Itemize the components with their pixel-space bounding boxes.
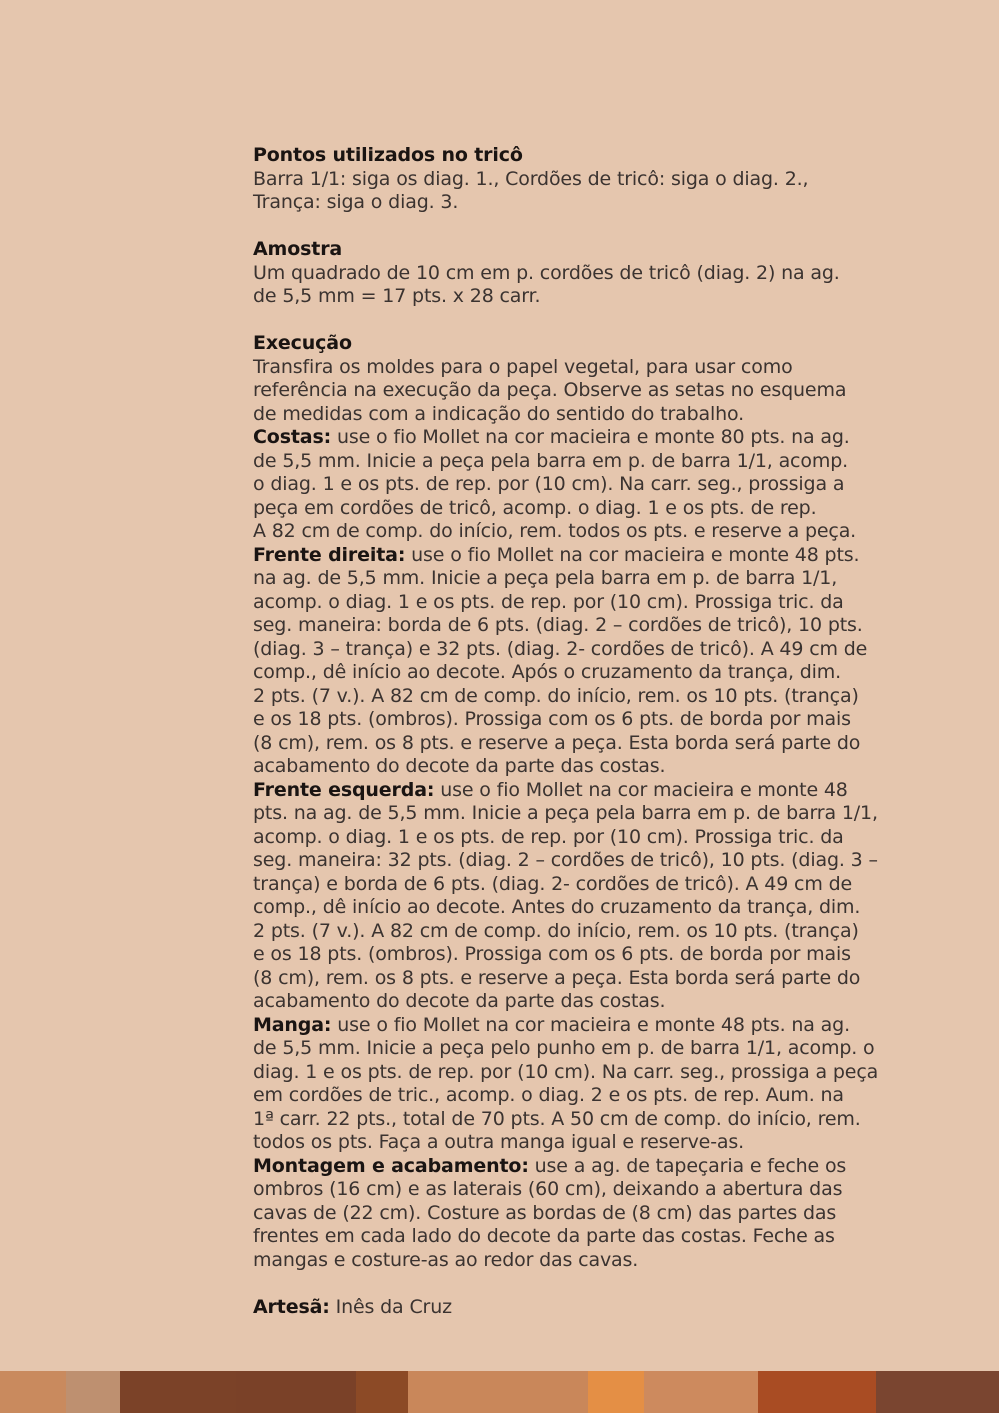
- color-stripe: [120, 1371, 236, 1413]
- text-line: A 82 cm de comp. do início, rem. todos os pts. e reserve a peça.: [253, 520, 857, 542]
- text-span: use o fio Mollet na cor macieira e monte 48 pts.: [405, 543, 860, 566]
- color-stripe: [66, 1371, 120, 1413]
- color-stripe: [758, 1371, 876, 1413]
- text-line: (8 cm), rem. os 8 pts. e reserve a peça. Esta borda será parte do: [253, 966, 861, 989]
- text-line: Trança: siga o diag. 3.: [253, 191, 459, 213]
- label-artesa: Artesã:: [253, 1295, 330, 1318]
- text-line: [253, 779, 883, 803]
- color-stripe: [0, 1371, 66, 1413]
- color-stripe: [236, 1371, 356, 1413]
- text-line: 2 pts. (7 v.). A 82 cm de comp. do início, rem. os 10 pts. (trança): [253, 684, 859, 707]
- label-frente-esquerda: Frente esquerda:: [253, 778, 435, 801]
- text-line: de 5,5 mm = 17 pts. x 28 carr.: [253, 285, 541, 307]
- text-line: 1ª carr. 22 pts., total de 70 pts. A 50 cm de comp. do início, rem.: [253, 1107, 861, 1130]
- text-line: acabamento do decote da parte das costas.: [253, 990, 666, 1012]
- heading-amostra: Amostra: [253, 238, 343, 260]
- text-line: seg. maneira: borda de 6 pts. (diag. 2 – cordões de tricô), 10 pts.: [253, 614, 863, 636]
- text-line: comp., dê início ao decote. Antes do cruzamento da trança, dim.: [253, 896, 861, 918]
- color-stripe: [588, 1371, 644, 1413]
- text-line: Um quadrado de 10 cm em p. cordões de tricô (diag. 2) na ag.: [253, 261, 840, 284]
- text-line: [253, 426, 883, 450]
- text-line: referência na execução da peça. Observe as setas no esquema: [253, 379, 847, 401]
- text-line: [253, 544, 883, 568]
- color-stripe: [356, 1371, 408, 1413]
- paragraph-frente-esquerda: [253, 779, 883, 1014]
- text-line: [253, 1014, 883, 1038]
- label-montagem: Montagem e acabamento:: [253, 1154, 529, 1177]
- text-line: de 5,5 mm. Inicie a peça pelo punho em p. de barra 1/1, acomp. o: [253, 1037, 875, 1059]
- text-line: (8 cm), rem. os 8 pts. e reserve a peça. Esta borda será parte do: [253, 731, 861, 754]
- text-line: [253, 1296, 883, 1320]
- heading-pontos: Pontos utilizados no tricô: [253, 144, 523, 166]
- section-pontos: [253, 144, 883, 215]
- color-stripe: [644, 1371, 758, 1413]
- text-line: de medidas com a indicação do sentido do trabalho.: [253, 402, 745, 425]
- text-span: use o fio Mollet na cor macieira e monte 48 pts. na ag.: [331, 1013, 850, 1036]
- text-line: seg. maneira: 32 pts. (diag. 2 – cordões de tricô), 10 pts. (diag. 3 –: [253, 849, 878, 871]
- section-amostra: [253, 238, 883, 309]
- color-stripe: [510, 1371, 588, 1413]
- text-line: ombros (16 cm) e as laterais (60 cm), deixando a abertura das: [253, 1178, 843, 1200]
- text-line: pts. na ag. de 5,5 mm. Inicie a peça pela barra em p. de barra 1/1,: [253, 802, 878, 824]
- text-line: 2 pts. (7 v.). A 82 cm de comp. do início, rem. os 10 pts. (trança): [253, 919, 859, 942]
- text-line: (diag. 3 – trança) e 32 pts. (diag. 2- cordões de tricô). A 49 cm de: [253, 637, 868, 660]
- text-line: acabamento do decote da parte das costas.: [253, 755, 666, 777]
- text-line: Barra 1/1: siga os diag. 1., Cordões de tricô: siga o diag. 2.,: [253, 167, 809, 190]
- label-manga: Manga:: [253, 1013, 332, 1036]
- text-line: acomp. o diag. 1 e os pts. de rep. por (10 cm). Prossiga tric. da: [253, 825, 844, 848]
- paragraph-costas: [253, 426, 883, 544]
- decorative-color-stripes: [0, 1371, 999, 1413]
- section-execucao: [253, 332, 883, 1272]
- paragraph-montagem: [253, 1155, 883, 1273]
- text-span: use a ag. de tapeçaria e feche os: [528, 1154, 847, 1177]
- section-artesa: [253, 1296, 883, 1320]
- text-line: acomp. o diag. 1 e os pts. de rep. por (10 cm). Prossiga tric. da: [253, 590, 844, 613]
- text-line: cavas de (22 cm). Costure as bordas de (8 cm) das partes das: [253, 1201, 837, 1224]
- text-line: [253, 1155, 883, 1179]
- text-line: trança) e borda de 6 pts. (diag. 2- cordões de tricô). A 49 cm de: [253, 872, 853, 895]
- text-line: e os 18 pts. (ombros). Prossiga com os 6 pts. de borda por mais: [253, 943, 851, 965]
- artesa-name: Inês da Cruz: [329, 1295, 452, 1318]
- text-line: todos os pts. Faça a outra manga igual e reserve-as.: [253, 1131, 745, 1153]
- text-line: mangas e costure-as ao redor das cavas.: [253, 1248, 639, 1271]
- text-line: diag. 1 e os pts. de rep. por (10 cm). Na carr. seg., prossiga a peça: [253, 1060, 879, 1083]
- color-stripe: [876, 1371, 999, 1413]
- heading-execucao: Execução: [253, 332, 352, 354]
- text-line: o diag. 1 e os pts. de rep. por (10 cm). Na carr. seg., prossiga a: [253, 473, 845, 495]
- text-line: na ag. de 5,5 mm. Inicie a peça pela barra em p. de barra 1/1,: [253, 567, 838, 589]
- text-line: peça em cordões de tricô, acomp. o diag. 1 e os pts. de rep.: [253, 496, 817, 519]
- label-frente-direita: Frente direita:: [253, 543, 406, 566]
- document-body: [253, 144, 883, 1343]
- text-line: e os 18 pts. (ombros). Prossiga com os 6 pts. de borda por mais: [253, 708, 851, 730]
- text-line: comp., dê início ao decote. Após o cruzamento da trança, dim.: [253, 661, 842, 683]
- label-costas: Costas:: [253, 426, 332, 448]
- text-span: use o fio Mollet na cor macieira e monte 48: [434, 778, 848, 801]
- paragraph-frente-direita: [253, 544, 883, 779]
- text-line: frentes em cada lado do decote da parte das costas. Feche as: [253, 1225, 835, 1247]
- text-line: em cordões de tric., acomp. o diag. 2 e os pts. de rep. Aum. na: [253, 1084, 844, 1106]
- paragraph-manga: [253, 1014, 883, 1155]
- text-span: use o fio Mollet na cor macieira e monte 80 pts. na ag.: [331, 426, 850, 448]
- text-line: Transfira os moldes para o papel vegetal, para usar como: [253, 355, 793, 378]
- color-stripe: [408, 1371, 510, 1413]
- text-line: de 5,5 mm. Inicie a peça pela barra em p. de barra 1/1, acomp.: [253, 449, 848, 472]
